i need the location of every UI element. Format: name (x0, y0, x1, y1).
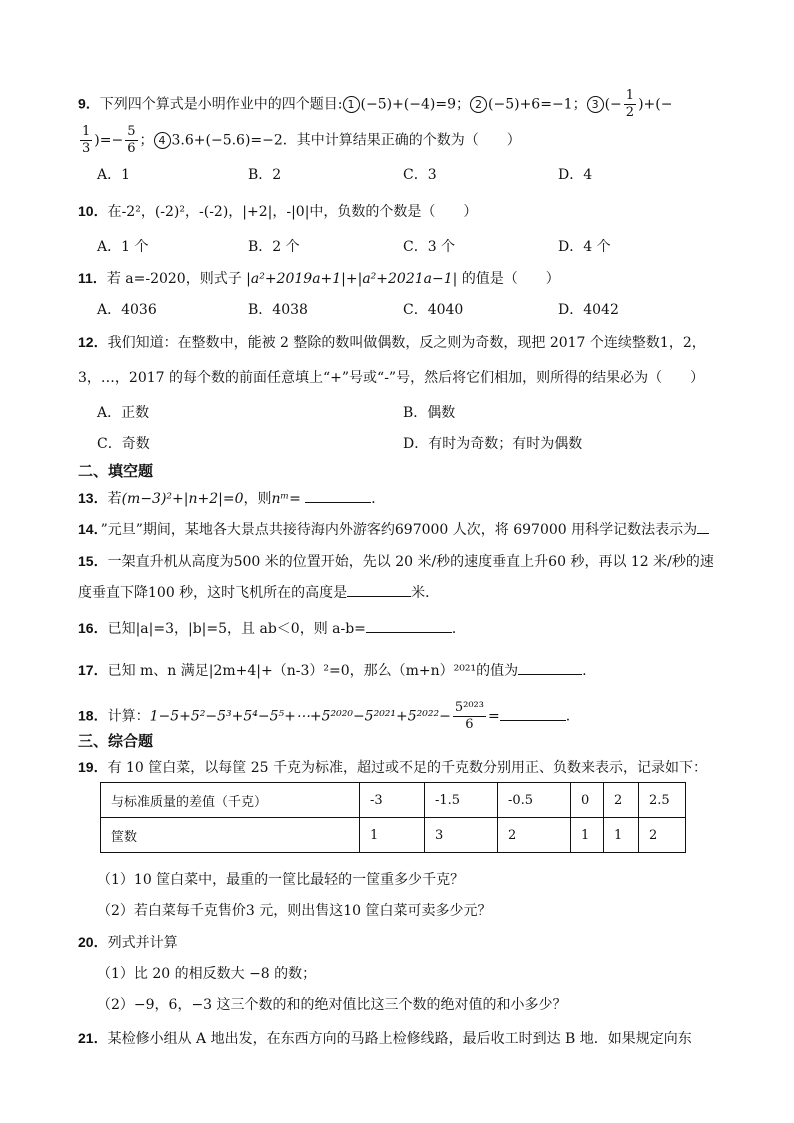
q9-expr1: (−5)+(−4)=9； (360, 96, 471, 113)
table-cell: 2 (604, 783, 639, 818)
q20-number: 20． (78, 934, 108, 950)
section-heading-comprehensive: 三、综合题 (78, 732, 154, 750)
q17-text-b: . (582, 663, 587, 679)
q19-subquestion-1: （1）10 筐白菜中，最重的一筐比最轻的一筐重多少千克？ (97, 872, 465, 888)
q20-text: 列式并计算 (107, 935, 178, 951)
q17-answer-blank[interactable] (518, 660, 582, 675)
q16-text-b: ． (451, 621, 466, 637)
q10-option-d: D．4 个 (558, 239, 611, 255)
q18-line (78, 700, 570, 733)
fraction-numerator: 1 (625, 88, 635, 103)
circled-number-1: 1 (343, 96, 360, 113)
q9-option-b: B．2 (248, 167, 282, 183)
fraction-denominator: 3 (82, 141, 91, 156)
q13-text-c: ． (371, 491, 386, 507)
q17-line (78, 660, 587, 681)
q13-line (78, 488, 385, 509)
q12-option-a: A．正数 (97, 405, 150, 421)
table-row (101, 783, 686, 818)
q11-expression: |a²+2019a+1|+|a²+2021a−1| (246, 271, 458, 287)
q9-option-a: A．1 (97, 167, 131, 183)
q15-line2 (78, 582, 439, 603)
table-cell: 2 (639, 818, 686, 853)
q9-expr2: (−5)+6=−1； (488, 96, 587, 113)
table-cell: 1 (360, 818, 425, 853)
q9-line1 (78, 88, 672, 121)
q16-line (78, 618, 466, 639)
q9-expr3-a: (− (604, 96, 622, 113)
q21-text: 某检修小组从 A 地出发，在东西方向的马路上检修线路，最后收工时到达 B 地．如果规定向东 (107, 1031, 692, 1047)
q18-text-c: . (565, 708, 571, 725)
q20-subquestion-1: （1）比 20 的相反数大 −8 的数； (97, 966, 317, 982)
q17-number: 17． (78, 662, 108, 678)
q13-text-b: ，则 (243, 491, 272, 507)
q12-option-c: C．奇数 (97, 436, 150, 452)
fraction-denominator: 2 (625, 105, 635, 120)
q16-text-a: 已知|a|=3，|b|=5，且 ab＜0，则 a-b= (107, 621, 366, 637)
table-cell: 2.5 (639, 783, 686, 818)
q18-answer-blank[interactable] (500, 706, 566, 721)
circled-number-2: 2 (470, 96, 487, 113)
circled-number-4: 4 (154, 132, 171, 149)
q10-line (78, 201, 477, 222)
fraction-one-half (624, 88, 636, 121)
table-cell: 0 (571, 783, 604, 818)
q12-option-d: D．有时为奇数；有时为偶数 (403, 436, 583, 452)
q11-text-a: 若 a=-2020，则式子 (106, 271, 242, 287)
fraction-one-third (80, 124, 92, 157)
q10-text: 在-2²，(-2)²，-(-2)，|+2|，-|0|中，负数的个数是（ ） (107, 204, 478, 220)
q16-answer-blank[interactable] (366, 618, 452, 633)
table-row (101, 818, 686, 853)
fraction-numerator: 5²⁰²³ (454, 700, 484, 715)
q13-text-a: 若 (107, 491, 122, 507)
q14-number: 14． (78, 521, 101, 537)
table-cell: 2 (498, 818, 571, 853)
q21-line (78, 1028, 692, 1049)
q15-answer-blank[interactable] (347, 582, 411, 597)
q20-line (78, 932, 178, 953)
q15-line1 (78, 551, 714, 572)
q9-expr3-c: )=− (94, 132, 124, 149)
q18-fraction (453, 700, 486, 733)
q9-intro: 下列四个算式是小明作业中的四个题目: (99, 96, 343, 113)
q18-number: 18． (78, 707, 108, 724)
q12-text-line1: 我们知道：在整数中，能被 2 整除的数叫做偶数，反之则为奇数，现把 2017 个连续整数1，2， (107, 335, 706, 351)
q18-text-b: = (487, 708, 500, 725)
fraction-numerator: 1 (82, 124, 91, 139)
fraction-denominator: 6 (465, 717, 474, 732)
q10-number: 10． (78, 203, 108, 219)
q12-option-b: B．偶数 (403, 405, 456, 421)
q15-text-line2a: 度垂直下降100 秒，这时飞机所在的高度是 (78, 585, 348, 601)
q9-expr3-d: ； (139, 132, 154, 149)
q19-text: 有 10 筐白菜，以每筐 25 千克为标准，超过或不足的千克数分别用正、负数来表示，记录如下： (107, 760, 708, 776)
q9-expr4: 3.6+(−5.6)=−2．其中计算结果正确的个数为（ ） (171, 132, 521, 149)
q11-text-b: 的值是（ ） (461, 271, 560, 287)
fraction-denominator: 6 (127, 141, 136, 156)
table-cell: -3 (360, 783, 425, 818)
q18-text-a: 计算： (107, 708, 150, 725)
q13-expression: (m−3)²+|n+2|=0 (121, 491, 244, 507)
fraction-numerator: 5 (127, 124, 136, 139)
q19-line (78, 757, 707, 778)
q20-subquestion-2: （2）−9，6，−3 这三个数的和的绝对值比这三个数的绝对值的和小多少？ (97, 997, 567, 1013)
q9-line2 (78, 124, 521, 157)
circled-number-3: 3 (587, 96, 604, 113)
q13-number: 13． (78, 490, 108, 506)
q15-text-line2b: 米． (411, 585, 440, 601)
q15-text-line1: 一架直升机从高度为500 米的位置开始，先以 20 米/秒的速度垂直上升60 秒，再以 12 米/秒的速 (107, 554, 714, 570)
q21-number: 21． (78, 1030, 108, 1046)
q11-number: 11． (78, 270, 107, 286)
q13-answer-blank[interactable] (305, 488, 371, 503)
section-heading-fill-in: 二、填空题 (78, 462, 154, 480)
q14-line (78, 519, 709, 540)
q12-line2: 3，…，2017 的每个数的前面任意填上“+”号或“-”号，然后将它们相加，则所得的结果必为（ ） (78, 370, 705, 386)
q11-option-c: C．4040 (403, 302, 464, 318)
table-cell: 筐数 (101, 818, 360, 853)
q11-option-d: D．4042 (558, 302, 619, 318)
q9-option-d: D．4 (558, 167, 593, 183)
q17-text-a: 已知 m、n 满足|2m+4|+（n-3）²=0，那么（m+n）²⁰²¹的值为 (107, 663, 519, 679)
q12-line1 (78, 332, 706, 353)
q11-option-a: A．4036 (97, 302, 157, 318)
q13-expression2: nᵐ= (271, 491, 301, 507)
q9-expr3-b: )+(− (638, 96, 673, 113)
q19-data-table (100, 782, 686, 853)
q15-number: 15． (78, 553, 108, 569)
table-cell: 与标准质量的差值（千克） (101, 783, 360, 818)
q19-number: 19． (78, 759, 108, 775)
q16-number: 16． (78, 620, 108, 636)
table-cell: 1 (604, 818, 639, 853)
table-cell: -0.5 (498, 783, 571, 818)
q19-subquestion-2: （2）若白菜每千克售价3 元，则出售这10 筐白菜可卖多少元？ (97, 903, 492, 919)
q10-option-a: A．1 个 (97, 239, 149, 255)
q14-text: ”元旦”期间，某地各大景点共接待海内外游客约697000 人次，将 697000 用科学记数法表示为 (100, 522, 698, 538)
q11-option-b: B．4038 (248, 302, 308, 318)
q10-option-c: C．3 个 (403, 239, 456, 255)
table-cell: -1.5 (425, 783, 498, 818)
q9-option-c: C．3 (403, 167, 437, 183)
q10-option-b: B．2 个 (248, 239, 300, 255)
q14-answer-blank[interactable] (697, 519, 709, 534)
fraction-five-sixths (125, 124, 137, 157)
q9-number: 9． (78, 95, 100, 112)
table-cell: 3 (425, 818, 498, 853)
q18-expression: 1−5+5²−5³+5⁴−5⁵+⋯+5²⁰²⁰−5²⁰²¹+5²⁰²²− (149, 708, 451, 725)
q11-line (78, 268, 560, 289)
table-cell: 1 (571, 818, 604, 853)
q12-number: 12． (78, 334, 108, 350)
